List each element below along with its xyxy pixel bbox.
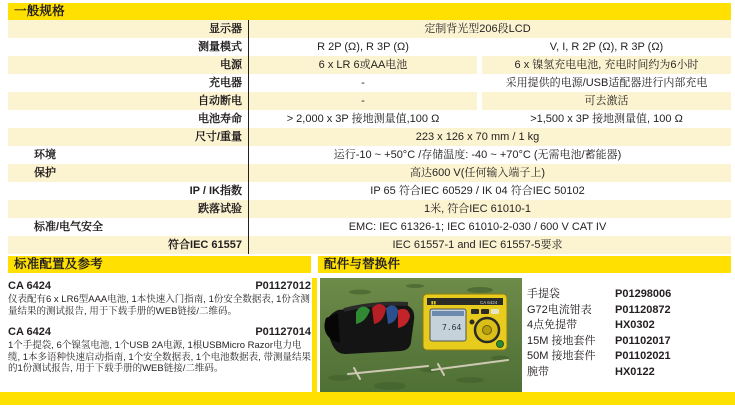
row-value-model1: -: [361, 77, 365, 89]
row-value: EMC: IEC 61326-1; IEC 61010-2-030 / 600 V CAT IV: [348, 221, 607, 233]
vertical-divider: [312, 278, 317, 392]
accessory-name: 腕带: [527, 365, 549, 378]
table-row: [8, 56, 731, 74]
accessory-part-number: HX0302: [615, 319, 655, 331]
config-description: 仪表配有6 x LR6型AAA电池, 1本快速入门指南, 1份安全数据表, 1份含测量结果的测试报告, 用于下载手册的WEB链接/二维码。: [8, 294, 310, 317]
row-value: 高达600 V(任何输入端子上): [249, 164, 731, 182]
bottom-accent-bar: [0, 392, 735, 405]
row-value-model2: 采用提供的电源/USB适配器进行内部充电: [505, 77, 708, 89]
product-photo: [320, 278, 522, 392]
accessory-part-number: P01102017: [615, 334, 671, 347]
accessory-name: G72电流钳表: [527, 303, 592, 316]
row-label: 电源: [8, 56, 248, 74]
table-row: [8, 200, 731, 218]
row-value: 223 x 126 x 70 mm / 1 kg: [249, 128, 731, 146]
config-part-number: P01127014: [255, 326, 311, 338]
table-row: [8, 20, 731, 38]
config-item: [8, 326, 311, 375]
table-row: [8, 128, 731, 146]
config-part-number: P01127012: [255, 280, 311, 292]
accessory-part-number: HX0122: [615, 365, 655, 378]
table-row: [8, 38, 731, 56]
config-model: CA 6424: [8, 326, 52, 338]
table-row: [8, 164, 731, 182]
accessories-header: 配件与替换件: [318, 256, 731, 273]
accessories-list: [527, 287, 731, 380]
accessory-item: [527, 349, 731, 365]
row-label: IP / IK指数: [189, 185, 242, 197]
table-row: [8, 146, 731, 164]
accessory-part-number: P01102021: [615, 350, 671, 362]
row-value: IP 65 符合IEC 60529 / IK 04 符合IEC 50102: [370, 185, 585, 197]
lcd-reading: 7.64: [442, 323, 462, 332]
device-brand-label: ▮▮: [431, 300, 436, 305]
row-value: 定制背光型206段LCD: [249, 20, 731, 38]
power-button: [497, 341, 504, 348]
general-specs-header: 一般规格: [8, 3, 731, 20]
table-row: [8, 236, 731, 254]
spec-table: [8, 20, 731, 254]
row-label: 保护: [8, 164, 248, 182]
row-value: IEC 61557-1 and IEC 61557-5要求: [249, 236, 731, 254]
config-item: [8, 280, 311, 317]
row-label: 标准/电气安全: [34, 221, 104, 233]
table-row: [8, 74, 731, 92]
row-label: 跌落试验: [8, 200, 248, 218]
row-value-model1: -: [249, 92, 477, 110]
row-label: 电池寿命: [198, 113, 242, 125]
table-row: [8, 110, 731, 128]
row-value-model1: R 2P (Ω), R 3P (Ω): [317, 41, 409, 53]
row-value-model1: 6 x LR 6或AA电池: [249, 56, 477, 74]
accessory-name: 15M 接地套件: [527, 334, 596, 347]
standard-config-section: [8, 280, 311, 384]
config-model: CA 6424: [8, 280, 52, 292]
table-row: [8, 92, 731, 110]
accessory-part-number: P01298006: [615, 288, 672, 300]
accessory-item: [527, 334, 731, 350]
accessory-item: [527, 303, 731, 319]
row-value: 1米, 符合IEC 61010-1: [249, 200, 731, 218]
row-value-model2: 可去激活: [482, 92, 731, 110]
accessory-name: 手提袋: [527, 288, 560, 300]
device-model-label: CA 6424: [480, 300, 498, 305]
row-label: 测量模式: [198, 41, 242, 53]
accessory-item: [527, 365, 731, 381]
row-label: 充电器: [209, 77, 242, 89]
row-label: 环境: [34, 149, 56, 161]
accessory-item: [527, 318, 731, 334]
accessory-name: 4点免提带: [527, 319, 578, 331]
config-description: 1个手提袋, 6个镍氢电池, 1个USB 2A电源, 1根USBMicro Razor电力电缆, 1本多语种快速启动指南, 1个安全数据表, 1个电池数据表, 带测量结果的1份测试报告, 用于下载手册的WEB链接/二维码。: [8, 340, 311, 374]
row-value-model2: 6 x 镍氢充电电池, 充电时间约为6小时: [482, 56, 731, 74]
row-label: 符合IEC 61557: [8, 236, 248, 254]
table-row: [8, 182, 731, 200]
row-value: 运行-10 ~ +50°C /存储温度: -40 ~ +70°C (无需电池/蓄能器): [333, 149, 622, 161]
earth-tester-device: [423, 294, 507, 350]
row-label: 尺寸/重量: [8, 128, 248, 146]
row-value-model2: >1,500 x 3P 接地测量值, 100 Ω: [530, 113, 683, 125]
standard-config-header: 标准配置及参考: [8, 256, 311, 273]
row-value-model1: > 2,000 x 3P 接地测量值,100 Ω: [286, 113, 440, 125]
accessory-part-number: P01120872: [615, 303, 671, 316]
row-label: 自动断电: [8, 92, 248, 110]
table-row: [8, 218, 731, 236]
accessory-item: [527, 287, 731, 303]
carrying-bag: [324, 304, 414, 354]
row-label: 显示器: [8, 20, 248, 38]
accessory-name: 50M 接地套件: [527, 350, 596, 362]
row-value-model2: V, I, R 2P (Ω), R 3P (Ω): [549, 41, 664, 53]
